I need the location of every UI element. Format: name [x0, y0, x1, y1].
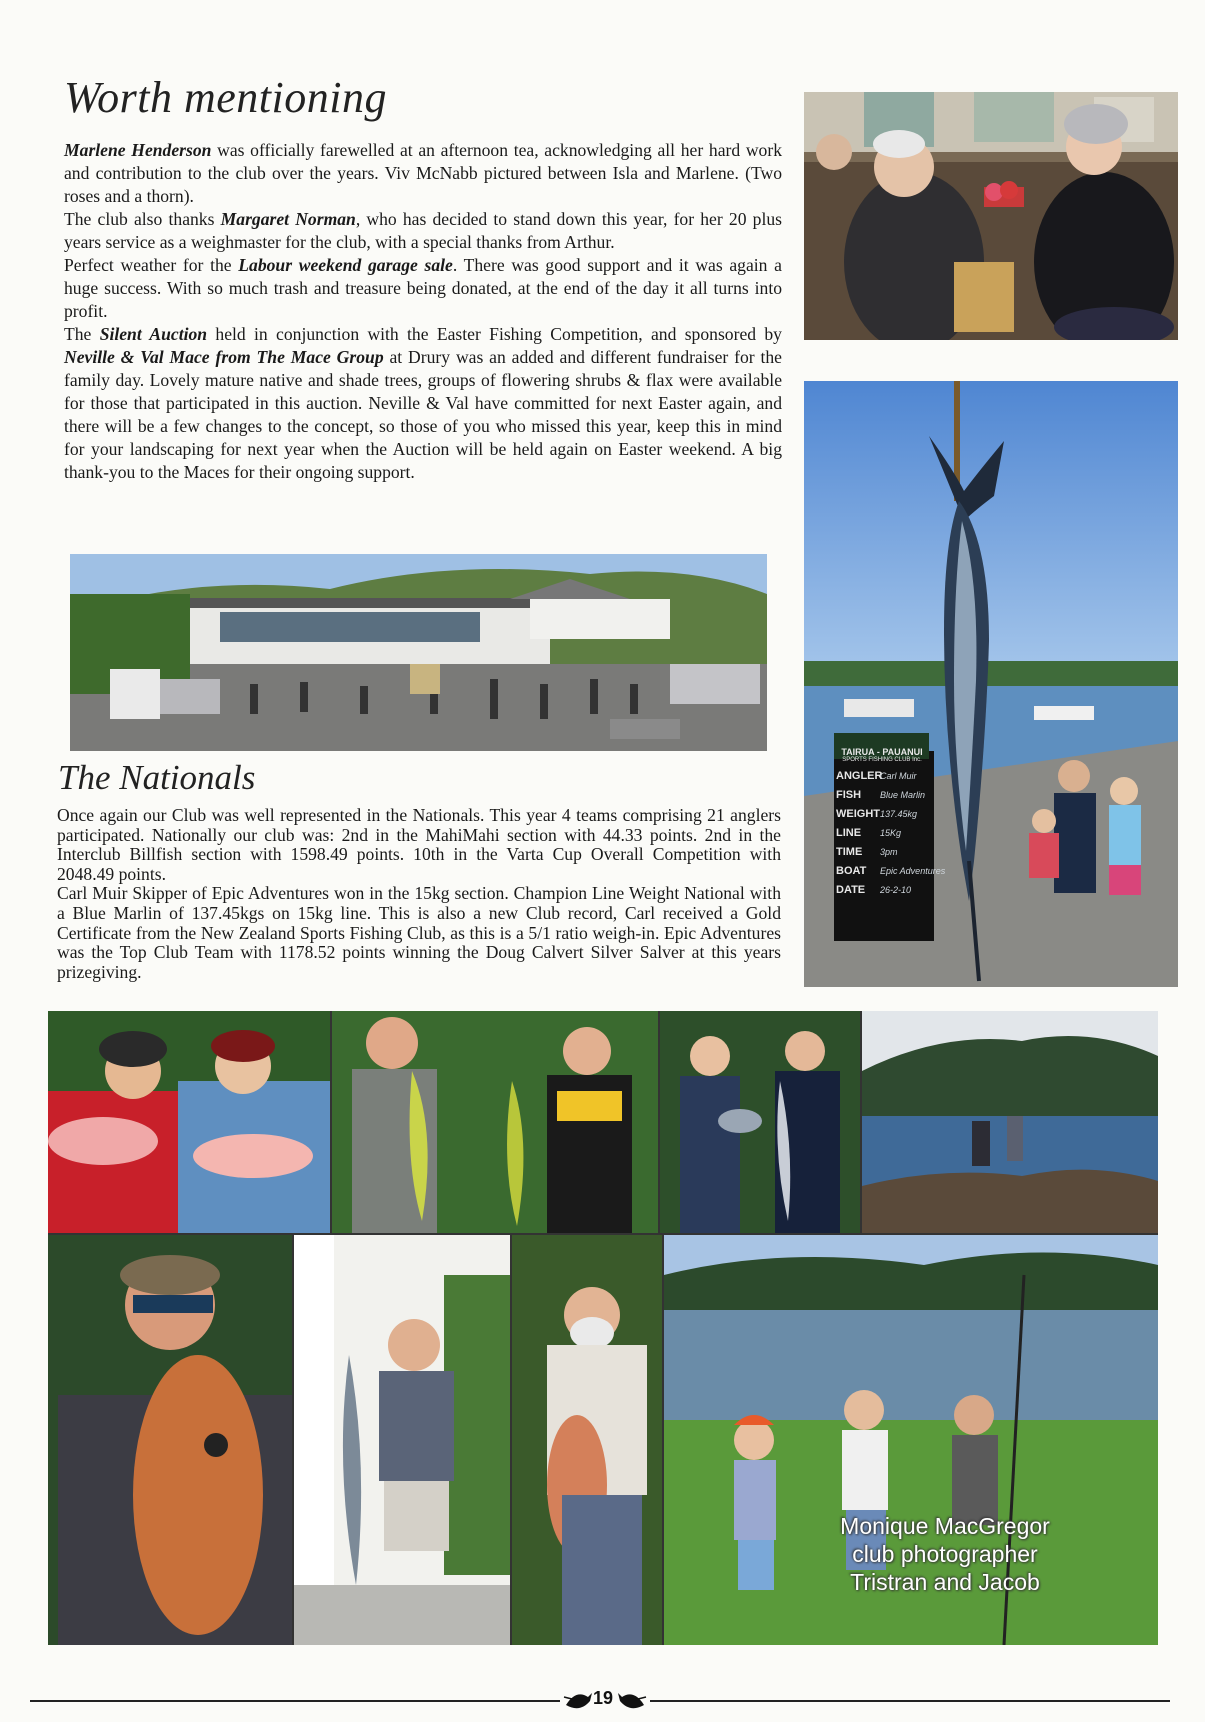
weigh-board-value: 3pm — [880, 847, 898, 857]
name-silent-auction: Silent Auction — [99, 324, 208, 344]
paragraph-margaret — [64, 208, 782, 254]
weigh-board-row — [836, 767, 956, 786]
weigh-board-row — [836, 862, 956, 881]
paragraph-text: Perfect weather for the — [64, 255, 239, 275]
the-nationals-heading: The Nationals — [58, 758, 256, 797]
caption-line-2: club photographer — [852, 1541, 1038, 1567]
weigh-board-label: TIME — [836, 846, 863, 858]
nationals-paragraph-1: Once again our Club was well represented in the Nationals. This year 4 teams comprising 21 anglers participated. Nationally our club was: 2nd in the MahiMahi section with 44.33 points. 2nd in the Interclub Billfish section with 1598.49 points. 10th in the Varta Cup Overall Competition with 2048.49 points. — [57, 805, 781, 884]
paragraph-silent-auction — [64, 323, 782, 484]
footer-rule-left — [30, 1700, 560, 1702]
worth-mentioning-heading: Worth mentioning — [64, 73, 387, 122]
weigh-board-label: BOAT — [836, 865, 867, 877]
paragraph-text: held in conjunction with the Easter Fishing Competition, and sponsored by — [207, 324, 782, 344]
weigh-board-label: FISH — [836, 789, 862, 801]
weigh-board-row — [836, 881, 956, 900]
collage-photo-mahimahi-men — [332, 1011, 658, 1233]
name-marlene: Marlene Henderson — [64, 140, 212, 160]
name-margaret: Margaret Norman — [220, 209, 356, 229]
weigh-board-label: DATE — [836, 884, 866, 896]
weigh-board-value: 26-2-10 — [880, 885, 912, 895]
paragraph-text: The club also thanks — [64, 209, 221, 229]
garage-sale-clubhouse-photo — [70, 554, 767, 751]
paragraph-garage-sale — [64, 254, 782, 323]
collage-photo-kingfish-women — [660, 1011, 860, 1233]
weigh-board-row — [836, 786, 956, 805]
footer-rule-right — [650, 1700, 1170, 1702]
page-number-badge — [562, 1683, 648, 1717]
collage-photo-bearded-man-snapper — [512, 1235, 662, 1645]
weigh-board-club-sub: SPORTS FISHING CLUB Inc. — [842, 757, 922, 763]
weigh-board-rows — [836, 767, 956, 900]
collage-photo-snapper-women — [48, 1011, 330, 1233]
collage-photo-rock-fishing — [862, 1011, 1158, 1233]
paragraph-text: . There was good support and it was again a huge success. With so much trash and treasure being donated, at the end of the day it all turns into profit. — [64, 255, 782, 321]
caption-line-3: Tristran and Jacob — [850, 1569, 1040, 1595]
photo-caption — [795, 1512, 1095, 1596]
paragraph-marlene — [64, 139, 782, 208]
weigh-board-label: WEIGHT — [836, 808, 880, 820]
caption-line-1: Monique MacGregor — [840, 1513, 1050, 1539]
paragraph-text: at Drury was an added and different fundraiser for the family day. Lovely mature native and shade trees, groups of flowering shrubs & flax were available for those that participated in this auction. Neville & Val have committed for next Easter again, and there will be a few changes to the concept, so those of you who missed this year, keep this in mind for your landscaping for next year when the Auction will be held again on Easter weekend. A big thank-you to the Maces for their ongoing support. — [64, 347, 782, 482]
weigh-board-row — [836, 843, 956, 862]
weigh-board-value: 15Kg — [880, 828, 902, 838]
weigh-board-row — [836, 805, 956, 824]
weigh-board-value: Carl Muir — [880, 771, 917, 781]
weigh-board-club: TAIRUA - PAUANUI — [841, 747, 923, 757]
nationals-paragraph-2: Carl Muir Skipper of Epic Adventures won in the 15kg section. Champion Line Weight National with a Blue Marlin of 137.45kgs on 15kg line. This is also a new Club record, Carl received a Gold Certificate from the New Zealand Sports Fishing Club, as this is a 5/1 ratio weigh-in. Epic Adventures was the Top Club Team with 1178.52 points winning the Doug Calvert Silver Salver at this years prizegiving. — [57, 883, 781, 982]
weigh-board-value: Epic Adventures — [880, 866, 946, 876]
weigh-board — [836, 747, 956, 900]
weigh-board-value: 137.45kg — [880, 809, 918, 819]
collage-photo-man-kingfish — [294, 1235, 510, 1645]
farewell-afternoon-tea-photo — [804, 92, 1178, 340]
weigh-board-value: Blue Marlin — [880, 790, 926, 800]
weigh-board-label: LINE — [836, 827, 862, 839]
the-nationals-text — [57, 806, 781, 982]
weigh-board-label: ANGLER — [836, 770, 883, 782]
paragraph-text: was officially farewelled at an afternoon tea, acknowledging all her hard work and contribution to the club over the years. Viv McNabb pictured between Isla and Marlene. (Two roses and a thorn). — [64, 140, 782, 206]
name-garage-sale: Labour weekend garage sale — [238, 255, 453, 275]
page-number: 19 — [593, 1688, 614, 1708]
collage-photo-man-snapper — [48, 1235, 292, 1645]
paragraph-text: The — [64, 324, 100, 344]
worth-mentioning-text — [64, 139, 782, 484]
name-sponsor: Neville & Val Mace from The Mace Group — [64, 347, 384, 367]
paragraph-text: , who has decided to stand down this year, for her 20 plus years service as a weighmaster for the club, with a special thanks from Arthur. — [64, 209, 782, 252]
blue-marlin-weigh-in-photo — [804, 381, 1178, 987]
weigh-board-row — [836, 824, 956, 843]
